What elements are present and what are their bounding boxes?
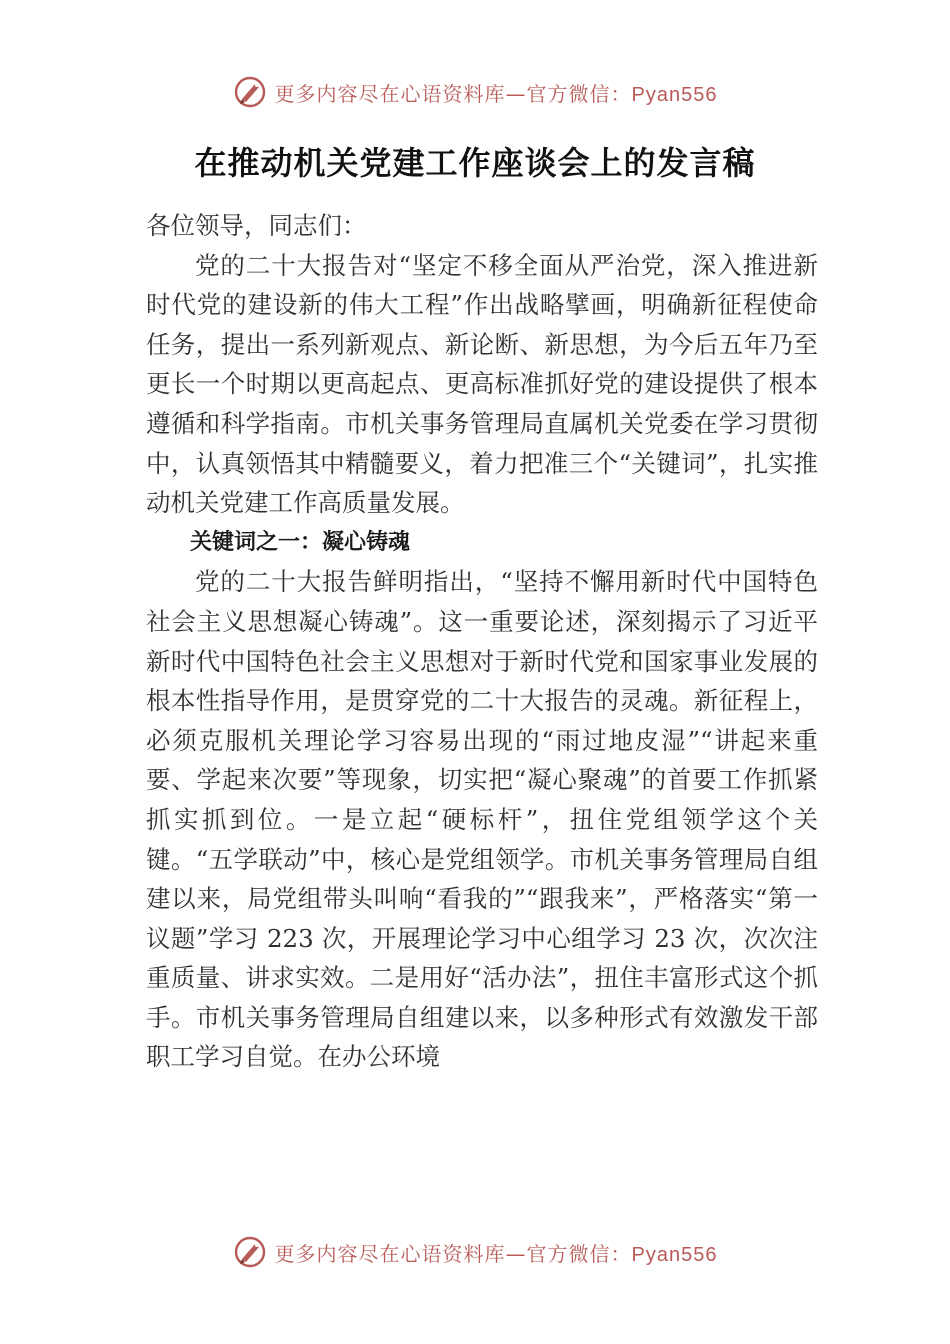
header-watermark: [0, 72, 950, 112]
document-title: 在推动机关党建工作座谈会上的发言稿: [194, 144, 756, 182]
salutation: 各位领导，同志们：: [146, 211, 367, 240]
watermark-text: 更多内容尽在心语资料库—官方微信：Pyan556: [274, 1241, 718, 1266]
paragraph-intro: 党的二十大报告对“坚定不移全面从严治党，深入推进新时代党的建设新的伟大工程”作出战略擘画，明确新征程使命任务，提出一系列新观点、新论断、新思想，为今后五年乃至更长一个时期以更高起点、更高标准抓好党的建设提供了根本遵循和科学指南。市机关事务管理局直属机关党委在学习贯彻中，认真领悟其中精髓要义，着力把准三个“关键词”，扎实推动机关党建工作高质量发展。: [146, 250, 818, 518]
footer-watermark: [0, 1232, 950, 1272]
pen-circle-logo-icon: [233, 75, 267, 109]
document-body: [146, 206, 818, 1077]
watermark-wechat-id: Pyan556: [631, 83, 718, 106]
watermark-text: 更多内容尽在心语资料库—官方微信：Pyan556: [274, 81, 718, 106]
section-heading: 关键词之一：凝心铸魂: [190, 529, 411, 555]
pen-circle-logo-icon: [233, 1235, 267, 1269]
paragraph-section-1: 党的二十大报告鲜明指出，“坚持不懈用新时代中国特色社会主义思想凝心铸魂”。这一重要论述，深刻揭示了习近平新时代中国特色社会主义思想对于新时代党和国家事业发展的根本性指导作用，是贯穿党的二十大报告的灵魂。新征程上，必须克服机关理论学习容易出现的“雨过地皮湿”“讲起来重要、学起来次要”等现象，切实把“凝心聚魂”的首要工作抓紧抓实抓到位。一是立起“硬标杆”，扭住党组领学这个关键。“五学联动”中，核心是党组领学。市机关事务管理局自组建以来，局党组带头叫响“看我的”“跟我来”，严格落实“第一议题”学习 223 次，开展理论学习中心组学习 23 次，次次注重质量、讲求实效。二是用好“活办法”，扭住丰富形式这个抓手。市机关事务管理局自组建以来，以多种形式有效激发干部职工学习自觉。在办公环境: [146, 567, 818, 1072]
watermark-wechat-id: Pyan556: [631, 1243, 718, 1266]
